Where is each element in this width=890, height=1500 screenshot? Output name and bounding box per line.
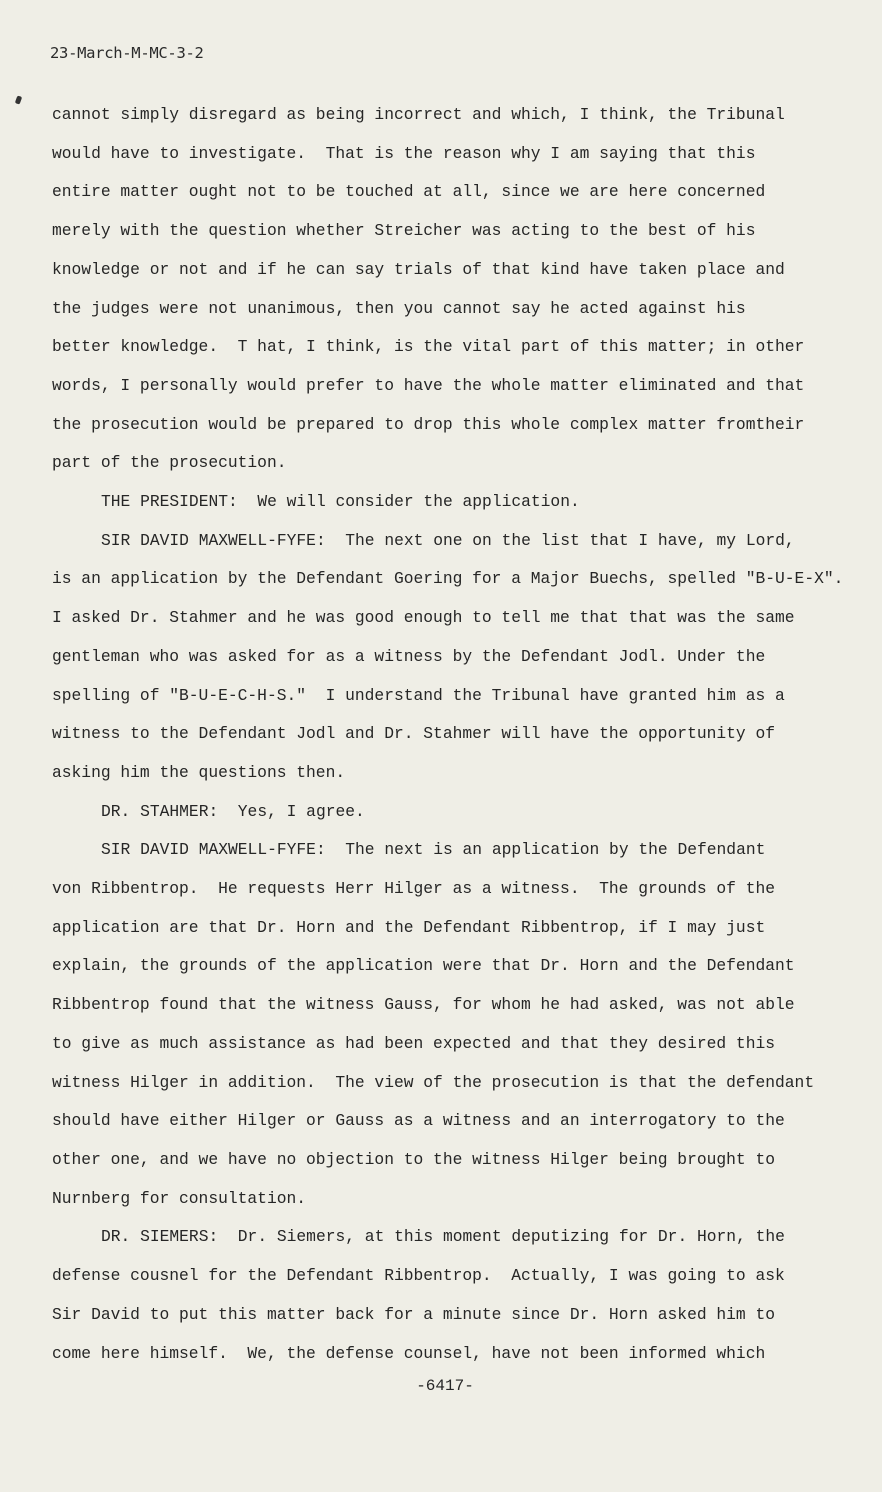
text-line: cannot simply disregard as being incorrect and which, I think, the Tribunal — [52, 105, 785, 124]
text-line: come here himself. We, the defense counsel, have not been informed which — [52, 1343, 766, 1363]
text-line: I asked Dr. Stahmer and he was good enough to tell me that that was the same — [52, 608, 795, 628]
text-line: explain, the grounds of the application were that Dr. Horn and the Defendant — [52, 956, 795, 976]
text-line: to give as much assistance as had been expected and that they desired this — [52, 1033, 776, 1053]
speaker-line-siemers: DR. SIEMERS: Dr. Siemers, at this moment deputizing for Dr. Horn, the — [101, 1227, 785, 1247]
text-line: Sir David to put this matter back for a minute since Dr. Horn asked him to — [52, 1304, 776, 1324]
text-line: should have either Hilger or Gauss as a witness and an interrogatory to the — [52, 1111, 785, 1131]
page-header-ref: 23-March-M-MC-3-2 — [50, 44, 204, 62]
text-line: witness Hilger in addition. The view of the prosecution is that the defendant — [52, 1072, 815, 1092]
text-line: merely with the question whether Streicher was acting to the best of his — [52, 221, 756, 241]
text-line: witness to the Defendant Jodl and Dr. Stahmer will have the opportunity of — [52, 724, 776, 744]
text-line: other one, and we have no objection to the witness Hilger being brought to — [52, 1149, 776, 1169]
transcript-body — [52, 96, 852, 1373]
text-line: part of the prosecution. — [52, 453, 287, 473]
text-line: knowledge or not and if he can say trials of that kind have taken place and — [52, 259, 785, 279]
text-line: entire matter ought not to be touched at all, since we are here concerned — [52, 182, 766, 202]
text-line: is an application by the Defendant Goering for a Major Buechs, spelled "B-U-E-X". — [52, 569, 844, 589]
text-line: defense cousnel for the Defendant Ribbentrop. Actually, I was going to ask — [52, 1266, 785, 1286]
text-line: spelling of "B-U-E-C-H-S." I understand the Tribunal have granted him as a — [52, 685, 785, 705]
text-line: words, I personally would prefer to have the whole matter eliminated and that — [52, 375, 805, 395]
speaker-line-stahmer: DR. STAHMER: Yes, I agree. — [101, 801, 365, 821]
speaker-line-maxwell-fyfe: SIR DAVID MAXWELL-FYFE: The next is an application by the Defendant — [101, 840, 766, 860]
text-line: von Ribbentrop. He requests Herr Hilger as a witness. The grounds of the — [52, 879, 776, 899]
text-line: the prosecution would be prepared to drop this whole complex matter fromtheir — [52, 414, 805, 434]
text-line: better knowledge. T hat, I think, is the vital part of this matter; in other — [52, 337, 805, 357]
page-number: -6417- — [416, 1377, 474, 1395]
text-line: Ribbentrop found that the witness Gauss, for whom he had asked, was not able — [52, 995, 795, 1015]
text-line: asking him the questions then. — [52, 762, 346, 782]
text-line: gentleman who was asked for as a witness by the Defendant Jodl. Under the — [52, 646, 766, 666]
speaker-line-president: THE PRESIDENT: We will consider the application. — [101, 492, 580, 512]
margin-mark — [15, 95, 22, 104]
text-line: Nurnberg for consultation. — [52, 1188, 307, 1208]
text-line: application are that Dr. Horn and the Defendant Ribbentrop, if I may just — [52, 917, 766, 937]
text-line: the judges were not unanimous, then you cannot say he acted against his — [52, 298, 746, 318]
speaker-line-maxwell-fyfe: SIR DAVID MAXWELL-FYFE: The next one on the list that I have, my Lord, — [101, 530, 795, 550]
text-line: would have to investigate. That is the reason why I am saying that this — [52, 143, 756, 163]
